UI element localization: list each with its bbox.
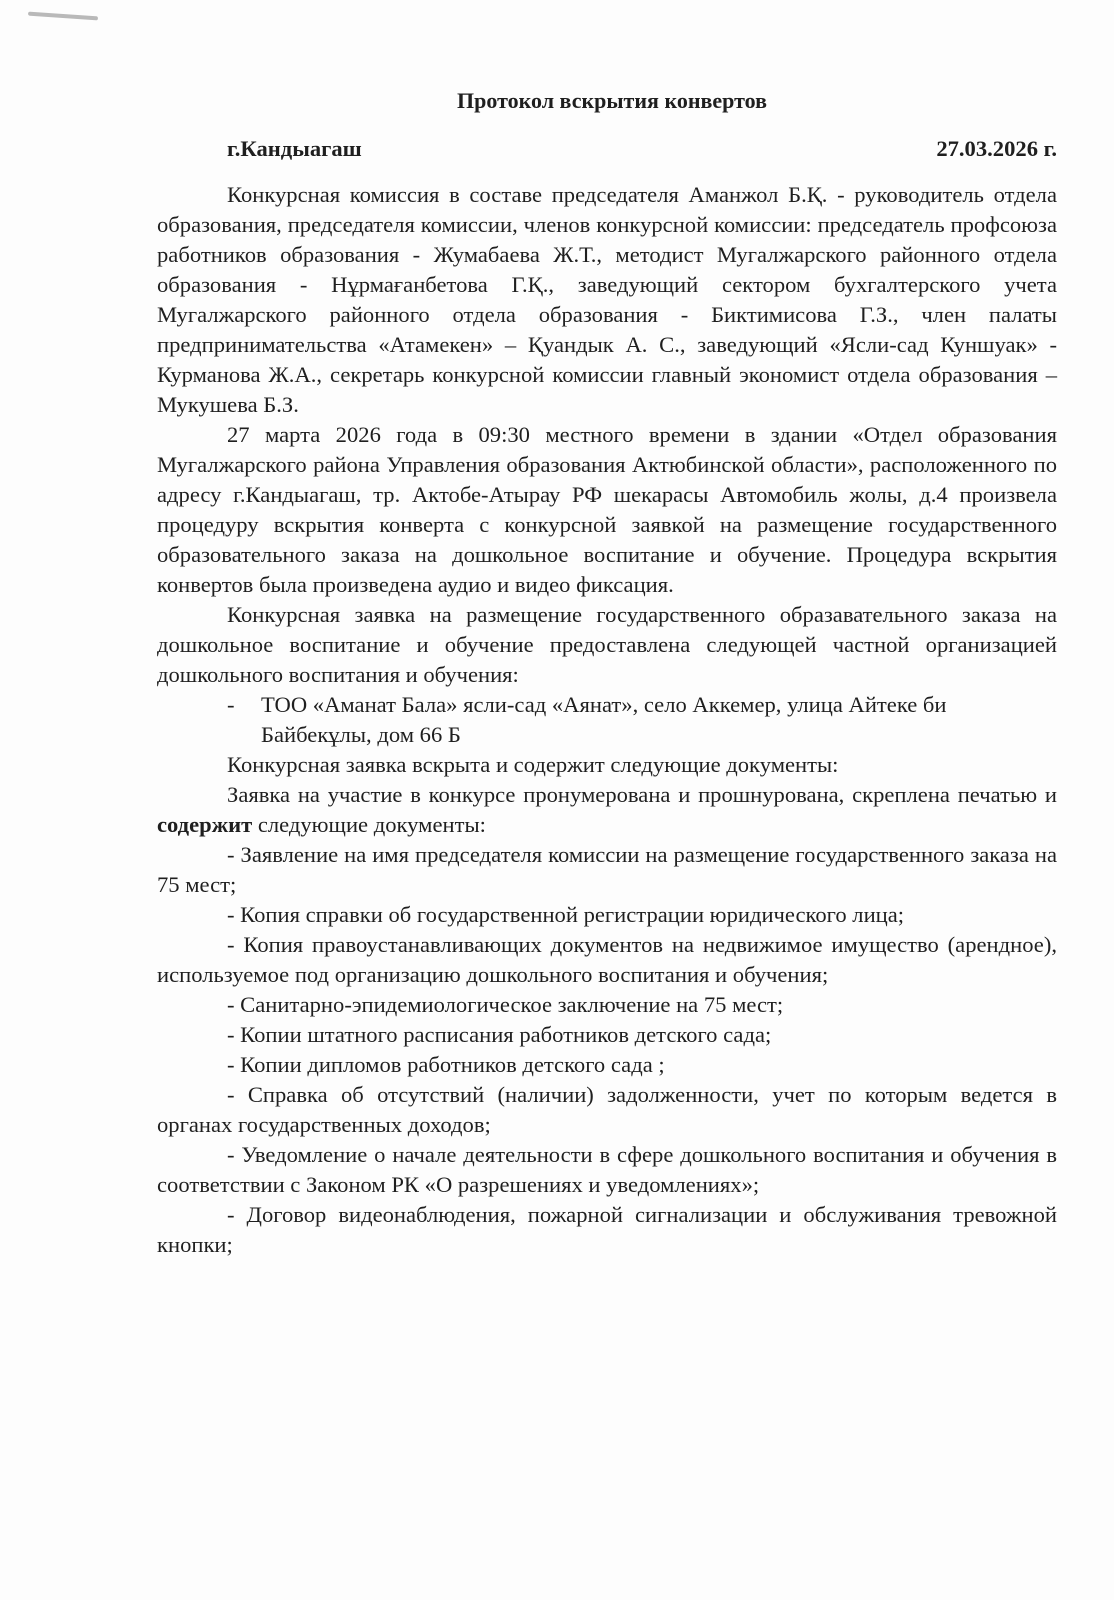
paragraph-numbered <box>157 780 1057 840</box>
paragraph-numbered-before: Заявка на участие в конкурсе пронумерована и прошнурована, скреплена печатью и <box>227 782 1057 807</box>
paragraph-numbered-after: следующие документы: <box>252 812 486 837</box>
paragraph-commission: Конкурсная комиссия в составе председателя Аманжол Б.Қ. - руководитель отдела образования, председателя комиссии, членов конкурсной комиссии: председатель профсоюза работников образования - Жумабаева Ж.Т., методист Мугалжарского районного отдела образования - Нұрмағанбетова Г.Қ., заведующий сектором бухгалтерского учета Мугалжарского районного отдела образования - Биктимисова Г.З., член палаты предпринимательства «Атамекен» – Қуандык А. С., заведующий «Ясли-сад Куншуак» - Курманова Ж.А., секретарь конкурсной комиссии главный экономист отдела образования – Мукушева Б.З. <box>157 182 1057 417</box>
document-item: - Копии штатного расписания работников детского сада; <box>227 1022 772 1047</box>
paragraph-procedure: 27 марта 2026 года в 09:30 местного времени в здании «Отдел образования Мугалжарского района Управления образования Актюбинской области», расположенного по адресу г.Кандыагаш, тр. Актобе-Атырау РФ шекарасы Автомобиль жолы, д.4 произвела процедуру вскрытия конверта с конкурсной заявкой на размещение государственного образовательного заказа на дошкольное воспитание и обучение. Процедура вскрытия конвертов была произведена аудио и видео фиксация. <box>157 422 1057 597</box>
document-date: 27.03.2026 г. <box>936 136 1057 161</box>
document-item: - Копии дипломов работников детского сада ; <box>227 1052 665 1077</box>
document-item: - Санитарно-эпидемиологическое заключение на 75 мест; <box>227 992 784 1017</box>
document-item: - Копия правоустанавливающих документов на недвижимое имущество (арендное), используемое под организацию дошкольного воспитания и обучения; <box>157 932 1057 987</box>
place-date-line <box>157 134 1057 164</box>
document-item: - Уведомление о начале деятельности в сфере дошкольного воспитания и обучения в соответствии с Законом РК «О разрешениях и уведомлениях»; <box>157 1142 1057 1197</box>
document-title: Протокол вскрытия конвертов <box>457 88 767 113</box>
paragraph-opened: Конкурсная заявка вскрыта и содержит следующие документы: <box>227 752 839 777</box>
document-body <box>157 86 1057 1260</box>
document-item: - Заявление на имя председателя комиссии на размещение государственного заказа на 75 мест; <box>157 842 1057 897</box>
document-item: - Копия справки об государственной регистрации юридического лица; <box>227 902 905 927</box>
paragraph-application: Конкурсная заявка на размещение государственного образавательного заказа на дошкольное воспитание и обучение предоставлена следующей частной организацией дошкольного воспитания и обучения: <box>157 602 1057 687</box>
document-item: - Договор видеонаблюдения, пожарной сигнализации и обслуживания тревожной кнопки; <box>157 1202 1057 1257</box>
document-item: - Справка об отсутствий (наличии) задолженности, учет по которым ведется в органах государственных доходов; <box>157 1082 1057 1137</box>
organization-item <box>157 690 1057 750</box>
list-dash: - <box>227 692 235 717</box>
paragraph-numbered-bold: содержит <box>157 812 253 837</box>
organization-text: ТОО «Аманат Бала» ясли-сад «Аянат», село Аккемер, улица Айтеке би Байбекұлы, дом 66 Б <box>261 692 947 747</box>
scan-mark <box>28 12 98 21</box>
city: г.Кандыагаш <box>227 136 362 161</box>
